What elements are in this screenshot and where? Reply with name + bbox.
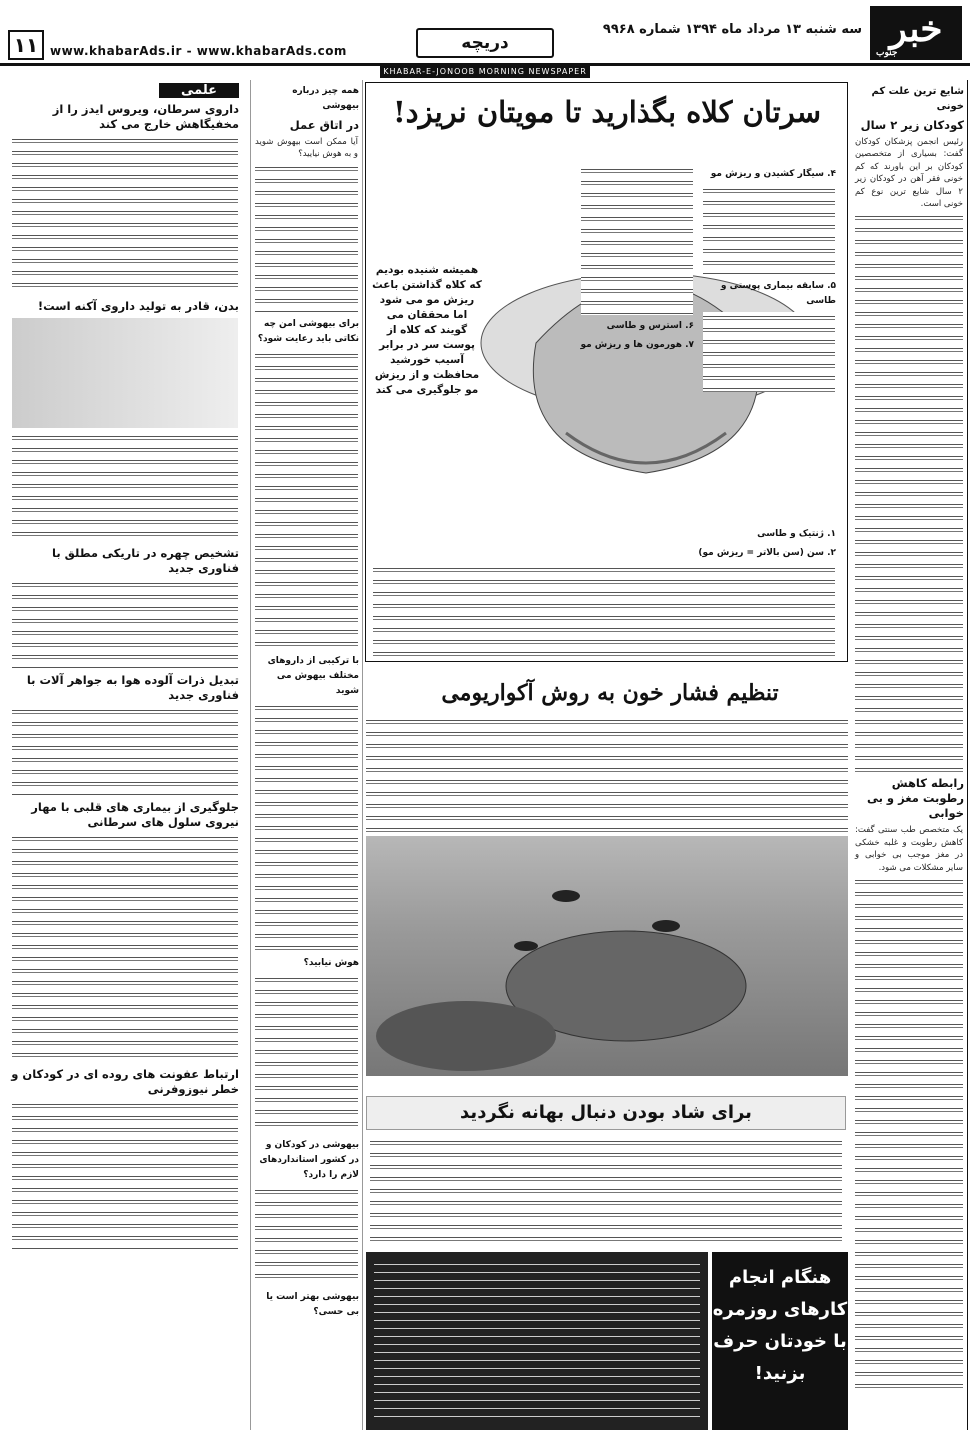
- aquarium-scene: [366, 836, 848, 1076]
- logo-text: خبر: [889, 8, 943, 50]
- science-text-1: [12, 135, 238, 295]
- science-text-6: [12, 1100, 238, 1250]
- hat-title: سرتان کلاه بگذارید تا مویتان نریزد!: [392, 95, 822, 129]
- science-h6: ارتباط عفونت های روده ای در کودکان و خطر نیوزوفرنی: [11, 1067, 239, 1096]
- right-text-block: [855, 212, 963, 772]
- right-text-block-2: [855, 876, 963, 1396]
- science-h5: جلوگیری از بیماری های قلبی با مهار نیروی سلول های سرطانی: [31, 800, 239, 829]
- right-headline-2: رابطه کاهش رطوبت مغز و بی خوابی: [866, 776, 964, 821]
- talk-article-bg: [366, 1252, 708, 1430]
- aquarium-title: تنظیم فشار خون به روش آکواریومی: [441, 680, 779, 706]
- hat-sub-7: ۷. هورمون ها و ریزش مو: [580, 340, 694, 350]
- hat-text-4: [373, 564, 835, 659]
- anesthesia-text-3: [255, 702, 358, 952]
- website-link[interactable]: www.khabarAds.ir - www.khabarAds.com: [50, 44, 347, 58]
- hat-sub-2: ۲. سن (سن بالاتر = ریزش مو): [698, 548, 836, 558]
- masthead: [0, 0, 970, 66]
- anesthesia-kicker: همه چیز درباره بیهوشی: [292, 86, 359, 111]
- science-text-2: [12, 432, 238, 542]
- science-h3: تشخیص چهره در تاریکی مطلق با فناوری جدید: [52, 546, 239, 575]
- hat-sub-1: ۱. ژنتیک و طاسی: [757, 529, 836, 539]
- talk-banner: هنگام انجام کارهای روزمره با خودتان حرف بزنید!: [712, 1252, 848, 1430]
- hat-quote: همیشه شنیده بودیم که کلاه گذاشتن باعث ریزش مو می شود اما محققان می گویند که کلاه از پوست سر در برابر آسیب خورشید محافظت و از ریزش مو جلوگیری می کند: [372, 264, 482, 396]
- science-text-5: [12, 833, 238, 1063]
- talk-text: [374, 1260, 700, 1420]
- anesthesia-text-5: [255, 1186, 358, 1286]
- anesthesia-sub-5: بیهوشی بهتر است یا بی حسی؟: [266, 1291, 359, 1317]
- anesthesia-text: [255, 163, 358, 313]
- anesthesia-column: [250, 80, 363, 1430]
- right-column: [851, 80, 968, 1430]
- right-body-2: یک متخصص طب سنتی گفت: کاهش رطوبت و غلبه خشکی در مغز موجب بی خوابی و سایر مشکلات می شود.: [855, 825, 963, 873]
- science-text-3: [12, 579, 238, 669]
- science-label: علمی: [159, 83, 239, 98]
- logo-sub: جنوب: [876, 48, 898, 58]
- hat-text-3: [581, 165, 693, 315]
- aquarium-image: [366, 716, 848, 1076]
- hat-text-2: [703, 312, 835, 392]
- hat-text: [703, 185, 835, 275]
- science-text-4: [12, 706, 238, 796]
- anesthesia-text-2: [255, 350, 358, 650]
- paper-name: KHABAR-E-JONOOB MORNING NEWSPAPER: [380, 66, 590, 78]
- science-column: [8, 80, 242, 1430]
- right-body: رئیس انجمن پزشکان کودکان گفت: بسیاری از متخصصین کودکان بر این باورند که کم خونی فقر آهن در کودکان زیر ۲ سال شایع ترین نوع کم خونی است.: [855, 137, 963, 210]
- anesthesia-question: آیا ممکن است بیهوش شوید و به هوش نیایید؟: [255, 137, 358, 160]
- science-h2: بدن، قادر به تولید داروی آکنه است!: [37, 299, 239, 313]
- hat-sub-4: ۴. سیگار کشیدن و ریزش مو: [710, 169, 836, 179]
- happy-title: برای شاد بودن دنبال بهانه نگردید: [366, 1096, 846, 1130]
- hat-sub-5: ۵. سابقه بیماری پوستی و طاسی: [720, 281, 836, 306]
- anesthesia-sub-4: بیهوشی در کودکان و در کشور استانداردهای لازم را دارد؟: [259, 1139, 359, 1180]
- newspaper-logo[interactable]: [870, 6, 962, 60]
- anesthesia-text-4: [255, 974, 358, 1134]
- anesthesia-sub-2: با ترکیبی از داروهای مختلف بیهوش می شوید: [267, 655, 359, 696]
- hat-sub-6: ۶. استرس و طاسی: [606, 321, 694, 331]
- right-headline: کودکان زیر ۲ سال: [860, 118, 964, 132]
- section-label: دریچه: [416, 28, 554, 58]
- happy-text: [370, 1137, 842, 1247]
- aquarium-text: [366, 716, 848, 836]
- face-image: [12, 318, 238, 428]
- page-number: ۱۱: [8, 30, 44, 60]
- anesthesia-sub-3: هوش نیابید؟: [303, 957, 359, 968]
- anesthesia-headline: در اتاق عمل: [289, 118, 359, 132]
- science-h1: داروی سرطان، ویروس ایدز را از مخفیگاهش خارج می کند: [52, 102, 239, 131]
- right-kicker: شایع ترین علت کم خونی: [871, 86, 964, 112]
- science-h4: تبدیل ذرات آلوده هوا به جواهر آلات با فناوری جدید: [26, 673, 239, 702]
- hat-article: [365, 82, 848, 662]
- anesthesia-sub-1: برای بیهوشی امن چه نکاتی باید رعایت شود؟: [257, 318, 359, 344]
- dateline: سه شنبه ۱۳ مرداد ماه ۱۳۹۴ شماره ۹۹۶۸: [602, 22, 862, 37]
